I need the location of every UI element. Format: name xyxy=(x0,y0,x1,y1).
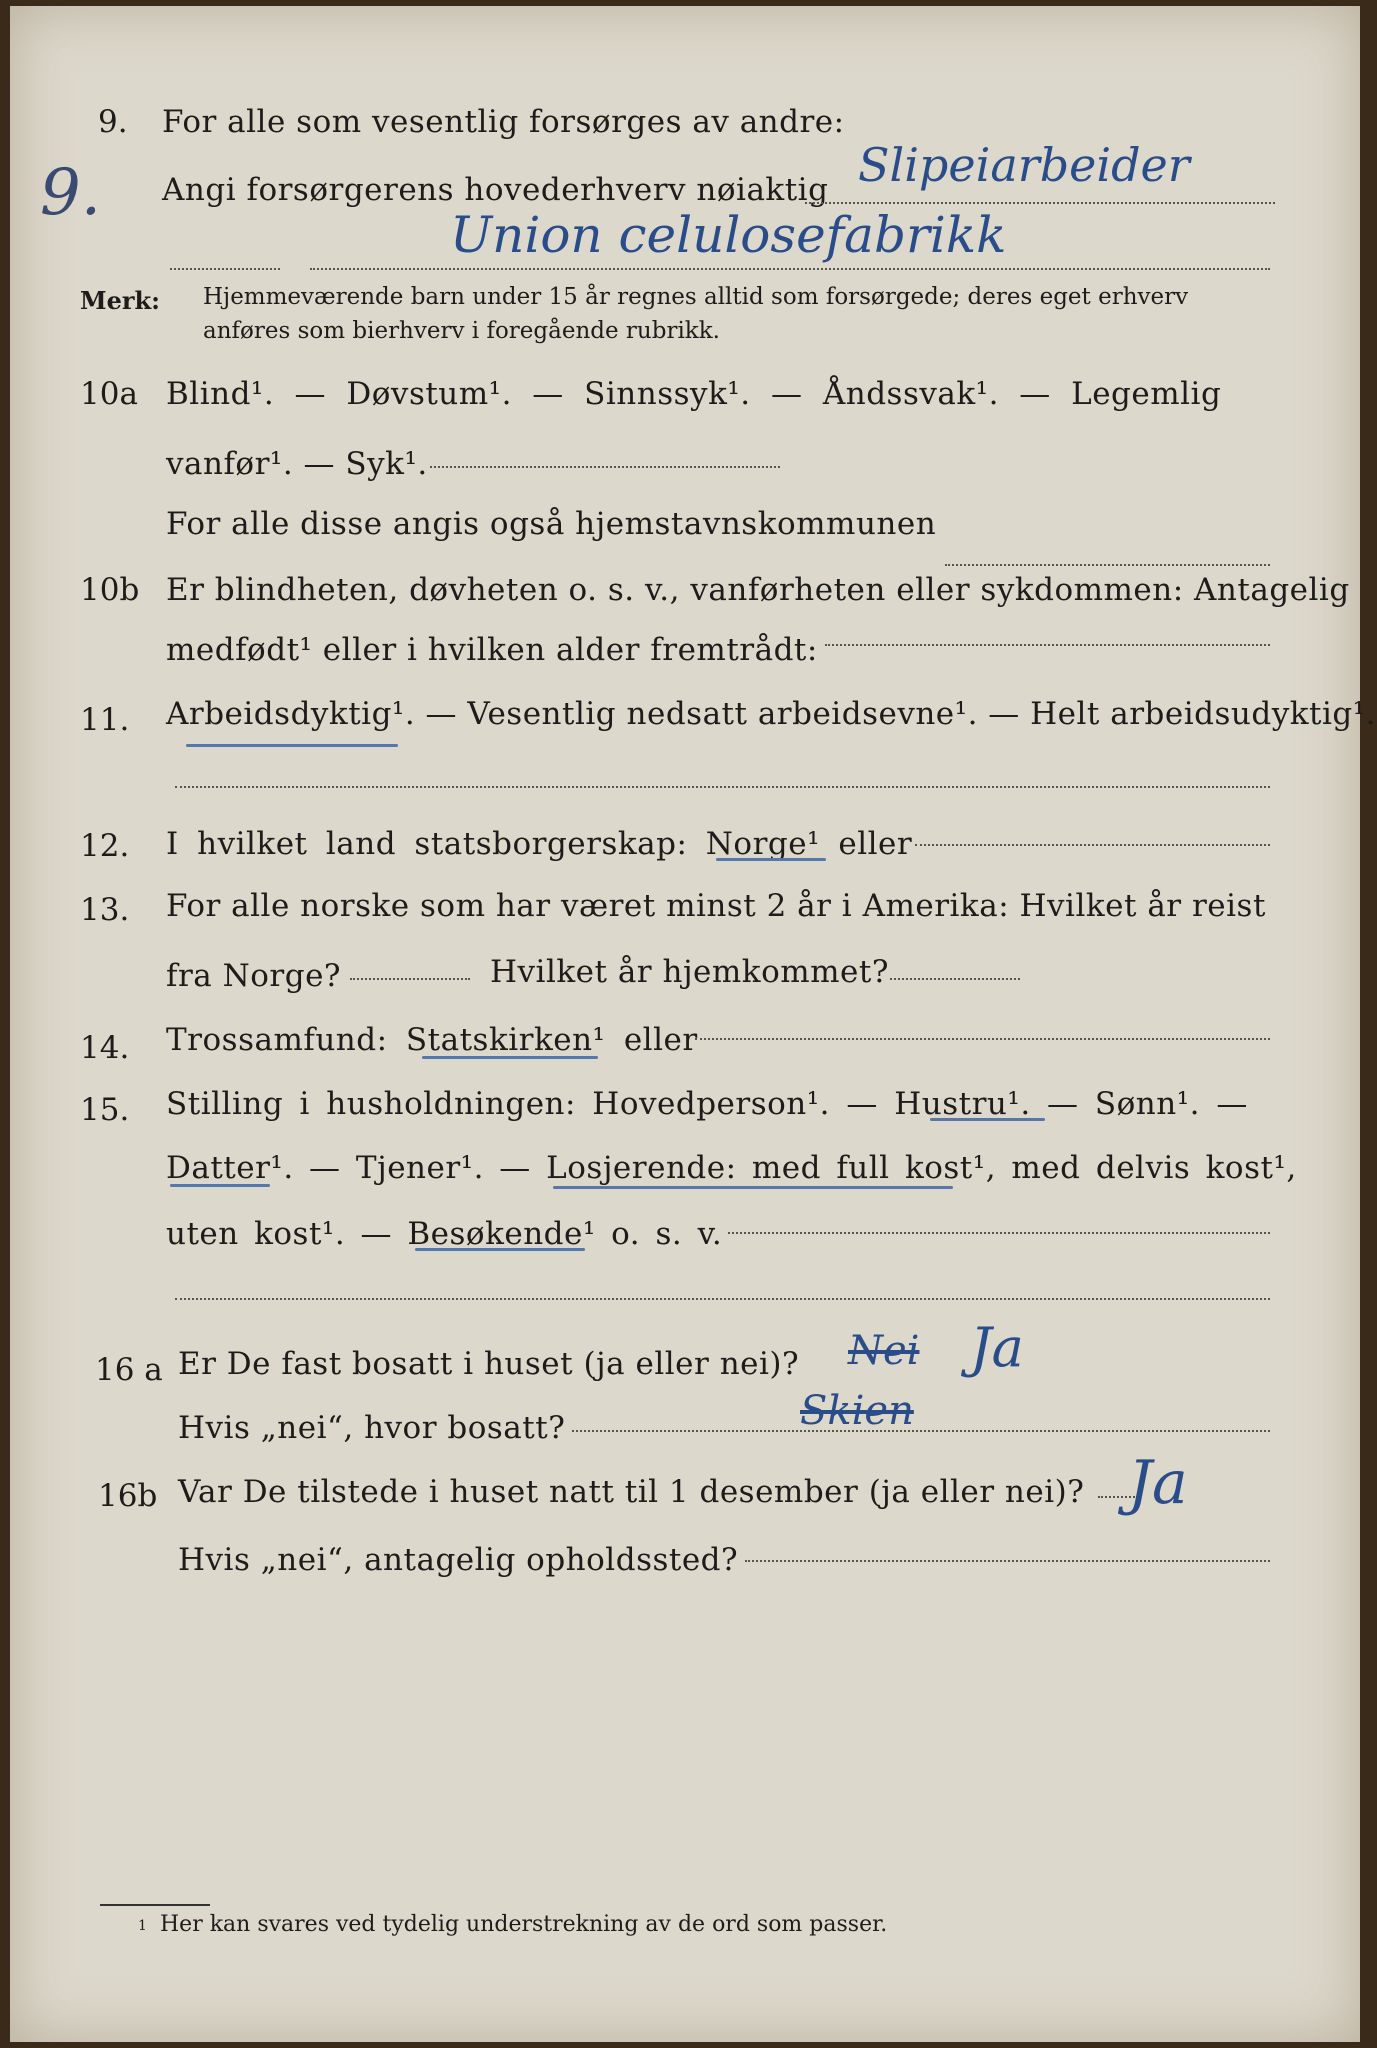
q11-underline-arbeidsdyktig xyxy=(186,744,398,747)
q16a-line1: Er De fast bosatt i huset (ja eller nei)? xyxy=(178,1346,800,1382)
q13-number: 13. xyxy=(80,892,130,928)
q16b-dotted-line-2 xyxy=(745,1560,1270,1562)
q9-answer-occupation: Slipeiarbeider xyxy=(858,138,1190,192)
q10a-line2: vanfør¹. — Syk¹. xyxy=(166,446,428,482)
q12-number: 12. xyxy=(80,828,130,864)
q11-dotted-line xyxy=(175,786,1270,788)
q15-underline-hustru xyxy=(930,1118,1045,1121)
q16a-answer-struck-2: Skien xyxy=(800,1388,914,1434)
q15-line1: Stilling i husholdningen: Hovedperson¹. — Hustru¹. — Sønn¹. — xyxy=(166,1086,1248,1122)
q16b-line1: Var De tilstede i huset natt til 1 desember (ja eller nei)? xyxy=(178,1474,1085,1510)
census-form-page xyxy=(10,6,1377,2042)
merk-line1: Hjemmeværende barn under 15 år regnes alltid som forsørgede; deres eget erhverv xyxy=(203,284,1189,310)
q9-line1: For alle som vesentlig forsørges av andre: xyxy=(162,104,845,140)
q14-number: 14. xyxy=(80,1030,130,1066)
q13-dotted-line-b xyxy=(890,978,1020,980)
merk-line2: anføres som bierhverv i foregående rubrikk. xyxy=(203,318,720,344)
merk-label: Merk: xyxy=(80,286,160,315)
footnote-rule xyxy=(100,1904,210,1906)
q15-line3: uten kost¹. — Besøkende¹ o. s. v. xyxy=(166,1216,723,1252)
q13-line2b: Hvilket år hjemkommet? xyxy=(490,954,889,990)
q9-line2: Angi forsørgerens hovederhverv nøiaktig xyxy=(162,172,829,208)
q15-number: 15. xyxy=(80,1092,130,1128)
q10a-line1: Blind¹. — Døvstum¹. — Sinnssyk¹. — Åndssvak¹. — Legemlig xyxy=(166,376,1222,412)
q9-answer-employer: Union celulosefabrikk xyxy=(450,206,1007,264)
q15-dotted-line-2 xyxy=(175,1298,1270,1300)
q12-dotted-line xyxy=(915,844,1270,846)
q16b-line2: Hvis „nei“, antagelig opholdssted? xyxy=(178,1542,739,1578)
q10a-dotted-line-2 xyxy=(945,564,1270,566)
q9-number: 9. xyxy=(98,104,128,140)
q14-underline-statskirken xyxy=(422,1056,598,1059)
q16b-answer: Ja xyxy=(1128,1448,1188,1518)
q13-line2a: fra Norge? xyxy=(166,958,342,994)
q10b-line2: medfødt¹ eller i hvilken alder fremtrådt: xyxy=(166,632,818,668)
q12-underline-norge xyxy=(716,858,826,861)
q10b-line1: Er blindheten, døvheten o. s. v., vanførheten eller sykdommen: Antagelig xyxy=(166,572,1350,608)
q9-dotted-line-2b xyxy=(310,268,1270,270)
q16a-answer: Ja xyxy=(970,1316,1024,1379)
q10a-dotted-line xyxy=(430,466,780,468)
q16a-line2: Hvis „nei“, hvor bosatt? xyxy=(178,1410,566,1446)
q10a-line3: For alle disse angis også hjemstavnskommunen xyxy=(166,506,937,542)
q13-dotted-line-a xyxy=(350,978,470,980)
q11-line1: Arbeidsdyktig¹. — Vesentlig nedsatt arbeidsevne¹. — Helt arbeidsudyktig¹. xyxy=(166,696,1377,732)
q16a-answer-struck: Nei xyxy=(848,1328,920,1374)
q15-underline-losjerende xyxy=(553,1186,953,1189)
q15-underline-datter xyxy=(170,1184,270,1187)
q16b-number: 16b xyxy=(98,1478,158,1514)
q9-margin-mark: 9. xyxy=(40,156,102,230)
q13-line1: For alle norske som har været minst 2 år i Amerika: Hvilket år reist xyxy=(166,888,1266,924)
q11-number: 11. xyxy=(80,702,130,738)
q10a-number: 10a xyxy=(80,376,138,412)
q16a-dotted-line xyxy=(572,1430,1270,1432)
q14-line1: Trossamfund: Statskirken¹ eller xyxy=(166,1022,698,1058)
q10b-dotted-line xyxy=(825,644,1270,646)
q15-dotted-line xyxy=(728,1232,1270,1234)
q9-dotted-line xyxy=(805,202,1275,204)
q10b-number: 10b xyxy=(80,572,140,608)
footnote-mark: 1 xyxy=(138,1918,147,1934)
q15-underline-besokende xyxy=(415,1248,585,1251)
q14-dotted-line xyxy=(695,1038,1270,1040)
q12-line1: I hvilket land statsborgerskap: Norge¹ eller xyxy=(166,826,913,862)
q16a-number: 16 a xyxy=(95,1352,163,1388)
q15-line2: Datter¹. — Tjener¹. — Losjerende: med full kost¹, med delvis kost¹, xyxy=(166,1150,1297,1186)
q9-dotted-line-2a xyxy=(170,268,280,270)
footnote-text: Her kan svares ved tydelig understrekning av de ord som passer. xyxy=(160,1912,888,1937)
